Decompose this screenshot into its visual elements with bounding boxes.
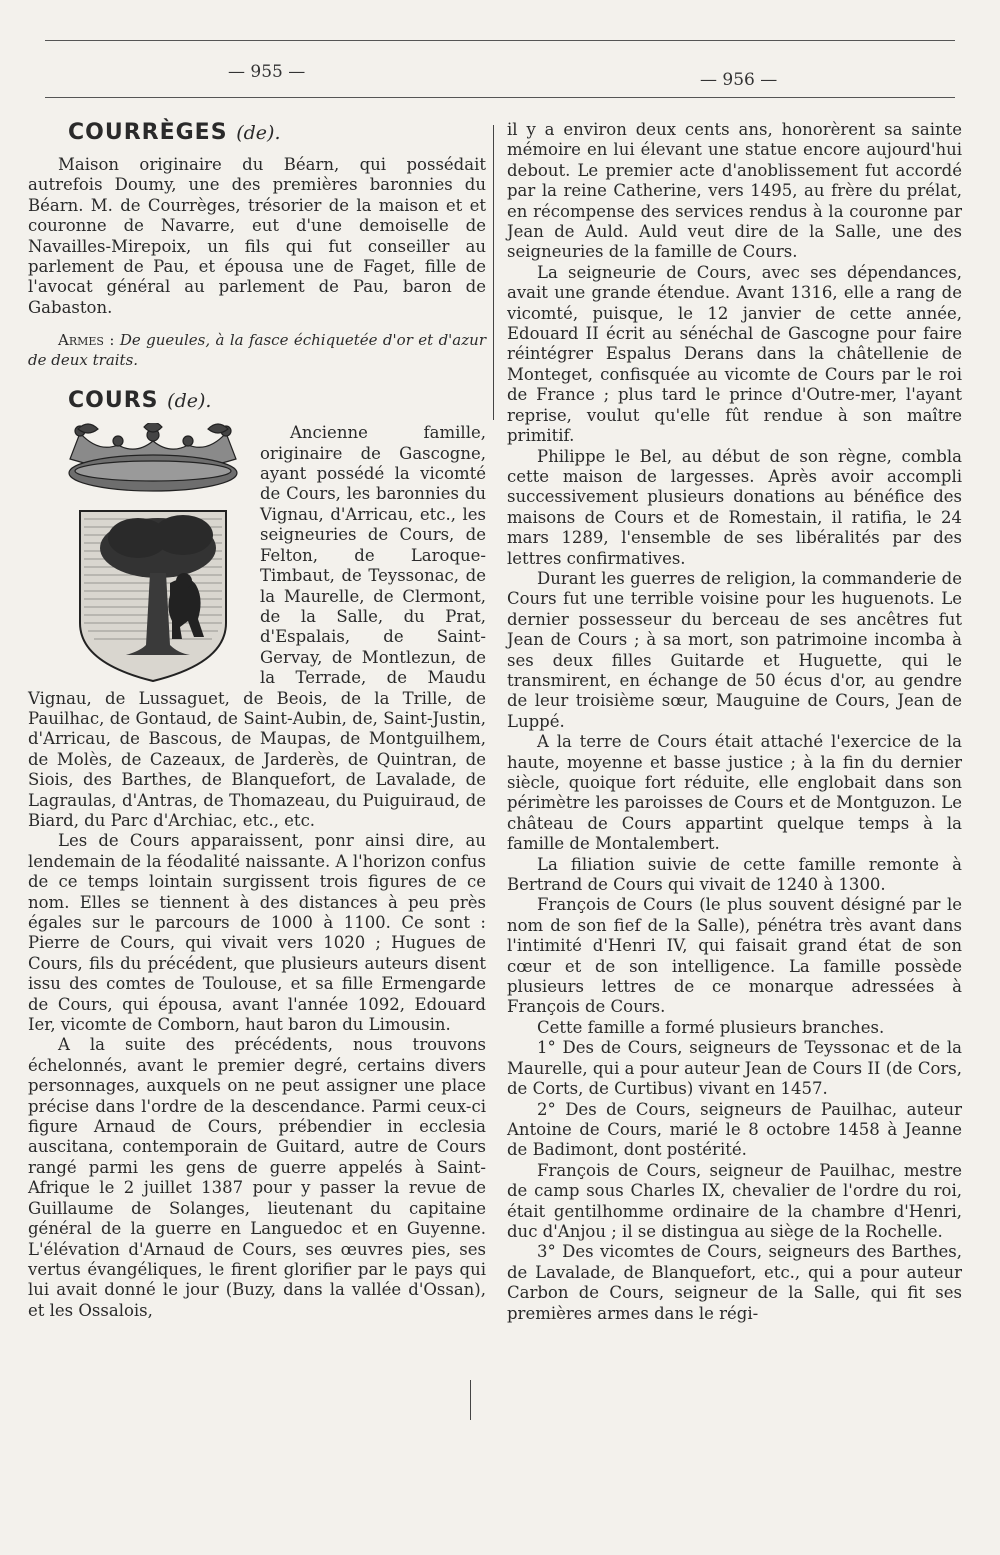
coat-of-arms-icon	[58, 423, 248, 685]
right-column	[507, 120, 962, 1324]
left-column	[28, 120, 486, 1321]
column-separator-bottom	[470, 1380, 471, 1420]
arms-label: Armes :	[58, 331, 115, 350]
header-rule	[45, 97, 955, 98]
right-paragraph-12: 3° Des vicomtes de Cours, seigneurs des Barthes, de Lavalade, de Blanquefort, etc., qui a pour auteur Carbon de Cours, seigneur de la Salle, qui fit ses premières armes dans le régi-	[507, 1242, 962, 1323]
right-paragraph-10: 2° Des de Cours, seigneurs de Pauilhac, auteur Antoine de Cours, marié le 8 octobre 1458 à Jeanne de Badimont, dont postérité.	[507, 1099, 962, 1160]
entry-heading-cours	[68, 388, 486, 413]
right-paragraph-6: La filiation suivie de cette famille remonte à Bertrand de Cours qui vivait de 1240 à 1300.	[507, 854, 962, 895]
courreges-paragraph: Maison originaire du Béarn, qui possédait autrefois Doumy, une des premières baronnies du Béarn. M. de Courrèges, trésorier de la maison et et couronne de Navarre, eut d'une demoiselle de Navailles-Mirepoix, un fils qui fut conseiller au parlement de Pau, et épousa une de Faget, fille de l'avocat général au parlement de Pau, baron de Gabaston.	[28, 155, 486, 317]
right-paragraph-3: Philippe le Bel, au début de son règne, combla cette maison de largesses. Après avoir accompli successivement plusieurs donations au bénéfice des maisons de Cours et de Romestain, il ratifia, le 24 mars 1289, l'ensemble de ses libéralités par des lettres confirmatives.	[507, 446, 962, 568]
entry-name: COURRÈGES	[68, 120, 228, 145]
left-page-number: — 955 —	[228, 62, 306, 82]
entry-particle: (de).	[167, 390, 212, 413]
right-paragraph-8: Cette famille a formé plusieurs branches.	[537, 1017, 885, 1037]
arms-text: De gueules, à la fasce échiquetée d'or et d'azur de deux traits.	[28, 331, 486, 370]
entry-particle: (de).	[236, 122, 281, 144]
right-paragraph-4: Durant les guerres de religion, la commanderie de Cours fut une terrible voisine pour les huguenots. Le dernier possesseur du berceau de ses ancêtres fut Jean de Cours ; à sa mort, son patrimoine incomba à ses deux filles Guitarde et Huguette, qui le transmirent, en échange de 50 écus d'or, au gendre de leur troisième sœur, Mauguine de Cours, Jean de Luppé.	[507, 568, 962, 731]
top-rule	[45, 40, 955, 41]
right-paragraph-7: François de Cours (le plus souvent désigné par le nom de son fief de la Salle), pénétra très avant dans l'intimité d'Henri IV, qui faisait grand état de son cœur et de son intelligence. La famille possède plusieurs lettres de ce monarque adressées à François de Cours.	[507, 895, 962, 1017]
right-paragraph-1: il y a environ deux cents ans, honorèrent sa sainte mémoire en lui élevant une statue encore aujourd'hui debout. Le premier acte d'anoblissement fut accordé par la reine Catherine, vers 1495, au frère du prélat, en récompense des services rendus à la couronne par Jean de Auld. Auld veut dire de la Salle, une des seigneuries de la famille de Cours.	[507, 120, 962, 262]
right-paragraph-11: François de Cours, seigneur de Pauilhac, mestre de camp sous Charles IX, chevalier de l'ordre du roi, était gentilhomme ordinaire de la chambre d'Henri, duc d'Anjou ; il se distingua au siège de la Rochelle.	[507, 1160, 962, 1241]
entry-heading-courreges	[68, 120, 486, 145]
right-page-number: — 956 —	[700, 70, 778, 90]
courreges-arms	[28, 330, 486, 370]
right-paragraph-5: A la terre de Cours était attaché l'exercice de la haute, moyenne et basse justice ; à la fin du dernier siècle, quoique fort réduite, elle englobait dans son périmètre les paroisses de Cours et de Montguzon. Le château de Cours appartint quelque temps à la famille de Montalembert.	[507, 732, 962, 854]
right-paragraph-9: 1° Des de Cours, seigneurs de Teyssonac et de la Maurelle, qui a pour auteur Jean de Cours II (de Cors, de Corts, de Curtibus) vivant en 1457.	[507, 1038, 962, 1099]
column-separator	[493, 125, 494, 420]
cours-paragraph-1: Ancienne famille, originaire de Gascogne, ayant possédé la vicomté de Cours, les baronnies du Vignau, d'Arricau, etc., les seigneuries de Cours, de Felton, de Laroque-Timbaut, de Teyssonac, de la Maurelle, de Clermont, de la Salle, du Prat, d'Espalais, de Saint-Gervay, de Montlezun, de la Terrade, de Maudu Vignau, de Lussaguet, de Beois, de la Trille, de Pauilhac, de Gontaud, de Saint-Aubin, de, Saint-Justin, d'Arricau, de Bascous, de Maupas, de Montguilhem, de Molès, de Cazeaux, de Jarderès, de Quintran, de Siois, des Barthes, de Blanquefort, de Lavalade, de Lagraulas, d'Antras, de Thomazeau, du Puiguiraud, de Biard, du Parc d'Archiac, etc., etc.	[28, 423, 486, 830]
cours-paragraph-2: Les de Cours apparaissent, ponr ainsi dire, au lendemain de la féodalité naissante. A l'horizon confus de ce temps lointain surgissent trois figures de ce nom. Elles se tiennent à des distances à peu près égales sur le parcours de 1000 à 1100. Ce sont : Pierre de Cours, qui vivait vers 1020 ; Hugues de Cours, fils du précédent, que plusieurs auteurs disent issu des comtes de Toulouse, et sa fille Ermengarde de Cours, qui épousa, avant l'année 1092, Edouard Ier, vicomte de Comborn, haut baron du Limousin.	[28, 831, 486, 1035]
cours-paragraph-3: A la suite des précédents, nous trouvons échelonnés, avant le premier degré, certains divers personnages, auxquels on ne peut assigner une place précise dans l'ordre de la descendance. Parmi ceux-ci figure Arnaud de Cours, prébendier in ecclesia auscitana, contemporain de Guitard, autre de Cours rangé parmi les gens de guerre appelés à Saint-Afrique le 2 juillet 1387 pour y passer la revue de Guillaume de Solanges, lieutenant du capitaine général de la guerre en Languedoc et en Guyenne. L'élévation d'Arnaud de Cours, ses œuvres pies, ses vertus évangéliques, le firent glorifier par le pays qui lui avait donné le jour (Buzy, dans la vallée d'Ossan), et les Ossalois,	[28, 1035, 486, 1320]
entry-name: COURS	[68, 388, 159, 414]
right-paragraph-2: La seigneurie de Cours, avec ses dépendances, avait une grande étendue. Avant 1316, elle a rang de vicomté, puisque, le 12 janvier de cette année, Edouard II écrit au sénéchal de Gascogne pour faire réintégrer Espalus Derans dans la châtellenie de Monteget, confisquée au vicomte de Cours par le roi de France ; plus tard le prince d'Outre-mer, l'ayant reprise, voulut qu'elle fût rendue à son maître primitif.	[507, 262, 962, 446]
